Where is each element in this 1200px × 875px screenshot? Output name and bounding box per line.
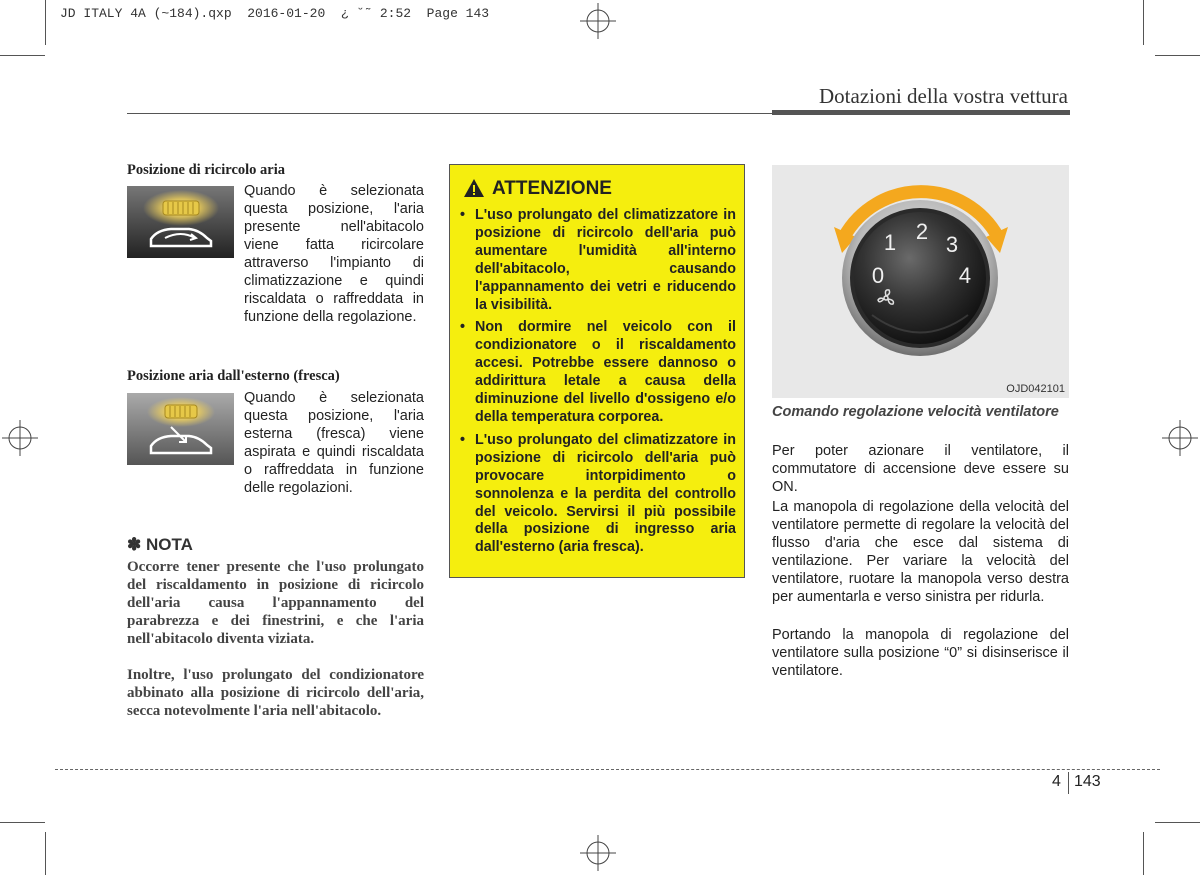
footer-divider bbox=[55, 769, 1160, 770]
warning-item: • L'uso prolungato del climatizzatore in posizione di ricircolo dell'aria può provocare intorpidimento o sonnolenza e la perdita del controllo del veicolo. Servirsi il più possibile della posizione di ingresso aria dall'esterno (aria fresca). bbox=[460, 432, 736, 557]
recirc-heading: Posizione di ricircolo aria bbox=[127, 162, 285, 178]
knob-label-4: 4 bbox=[958, 263, 972, 288]
nota-paragraph-2: Inoltre, l'uso prolungato del condizionatore abbinato alla posizione di ricircolo dell'aria, secca notevolmente l'aria nell'abitacolo. bbox=[127, 667, 424, 719]
crop-mark bbox=[45, 0, 46, 45]
warning-triangle-icon bbox=[463, 178, 485, 198]
knob-label-1: 1 bbox=[883, 230, 897, 255]
fresh-heading: Posizione aria dall'esterno (fresca) bbox=[127, 368, 340, 384]
recirculation-mode-icon bbox=[127, 186, 234, 258]
warning-item: • Non dormire nel veicolo con il condizionatore o il riscaldamento accesi. Potrebbe essere dannoso o addirittura letale a causa della diminuzione del livello d'ossigeno e/o della temperatura corporea. bbox=[460, 319, 736, 426]
page-number: 143 bbox=[1074, 773, 1101, 790]
warning-item: • L'uso prolungato del climatizzatore in posizione di ricircolo dell'aria può aumentare l'umidità all'interno dell'abitacolo, causando l'appannamento dei vetri e riducendo la visibilità. bbox=[460, 207, 736, 314]
crop-mark bbox=[1143, 832, 1144, 875]
fresh-air-mode-icon bbox=[127, 393, 234, 465]
registration-mark-icon bbox=[2, 420, 38, 456]
fan-knob-figure bbox=[772, 165, 1069, 398]
recirc-text: Quando è selezionata questa posizione, l'aria presente nell'abitacolo viene fatta ricircolare attraverso l'impianto di climatizzazione e quindi riscaldata o raffreddata in funzione della regolazione. bbox=[244, 183, 424, 325]
warning-title: ATTENZIONE bbox=[492, 178, 612, 199]
fan-heading: Comando regolazione velocità ventilatore bbox=[772, 404, 1059, 420]
crop-mark bbox=[45, 832, 46, 875]
fan-paragraph-2: La manopola di regolazione della velocità del ventilatore permette di regolare la velocità del flusso d'aria che esce dal sistema di ventilazione. Per variare la velocità del ventilatore, ruotare la manopola verso destra per aumentarla e verso sinistra per ridurla. bbox=[772, 499, 1069, 605]
print-slug: JD ITALY 4A (~184).qxp 2016-01-20 ¿ ˘˜ 2:52 Page 143 bbox=[60, 6, 490, 21]
header-rule-thick bbox=[772, 110, 1070, 115]
warning-box bbox=[449, 164, 745, 578]
fresh-text: Quando è selezionata questa posizione, l'aria esterna (fresca) viene aspirata e quindi riscaldata o raffreddata in funzione delle regolazioni. bbox=[244, 390, 424, 496]
crop-mark bbox=[1143, 0, 1144, 45]
warning-list bbox=[460, 207, 736, 562]
chapter-number: 4 bbox=[1052, 773, 1061, 790]
nota-paragraph-1: Occorre tener presente che l'uso prolungato del riscaldamento in posizione di ricircolo dell'aria causa l'appannamento del parabrezza e dei finestrini, e che l'aria nell'abitacolo diventa viziata. bbox=[127, 559, 424, 647]
fan-paragraph-3: Portando la manopola di regolazione del ventilatore sulla posizione “0” si disinserisce il ventilatore. bbox=[772, 627, 1069, 679]
header-rule bbox=[127, 113, 773, 114]
knob-label-0: 0 bbox=[871, 263, 885, 288]
crop-mark bbox=[1155, 822, 1200, 823]
nota-title: ✽ NOTA bbox=[127, 535, 193, 554]
section-title: Dotazioni della vostra vettura bbox=[819, 84, 1068, 108]
knob-label-2: 2 bbox=[915, 219, 929, 244]
fan-speed-knob-illustration bbox=[772, 165, 1069, 398]
crop-mark bbox=[0, 55, 45, 56]
knob-label-3: 3 bbox=[945, 232, 959, 257]
crop-mark bbox=[1155, 55, 1200, 56]
figure-code: OJD042101 bbox=[1006, 383, 1065, 395]
registration-mark-icon bbox=[580, 835, 616, 871]
registration-mark-icon bbox=[1162, 420, 1198, 456]
registration-mark-icon bbox=[580, 3, 616, 39]
page-separator bbox=[1068, 772, 1069, 794]
fan-paragraph-1: Per poter azionare il ventilatore, il commutatore di accensione deve essere su ON. bbox=[772, 443, 1069, 495]
crop-mark bbox=[0, 822, 45, 823]
